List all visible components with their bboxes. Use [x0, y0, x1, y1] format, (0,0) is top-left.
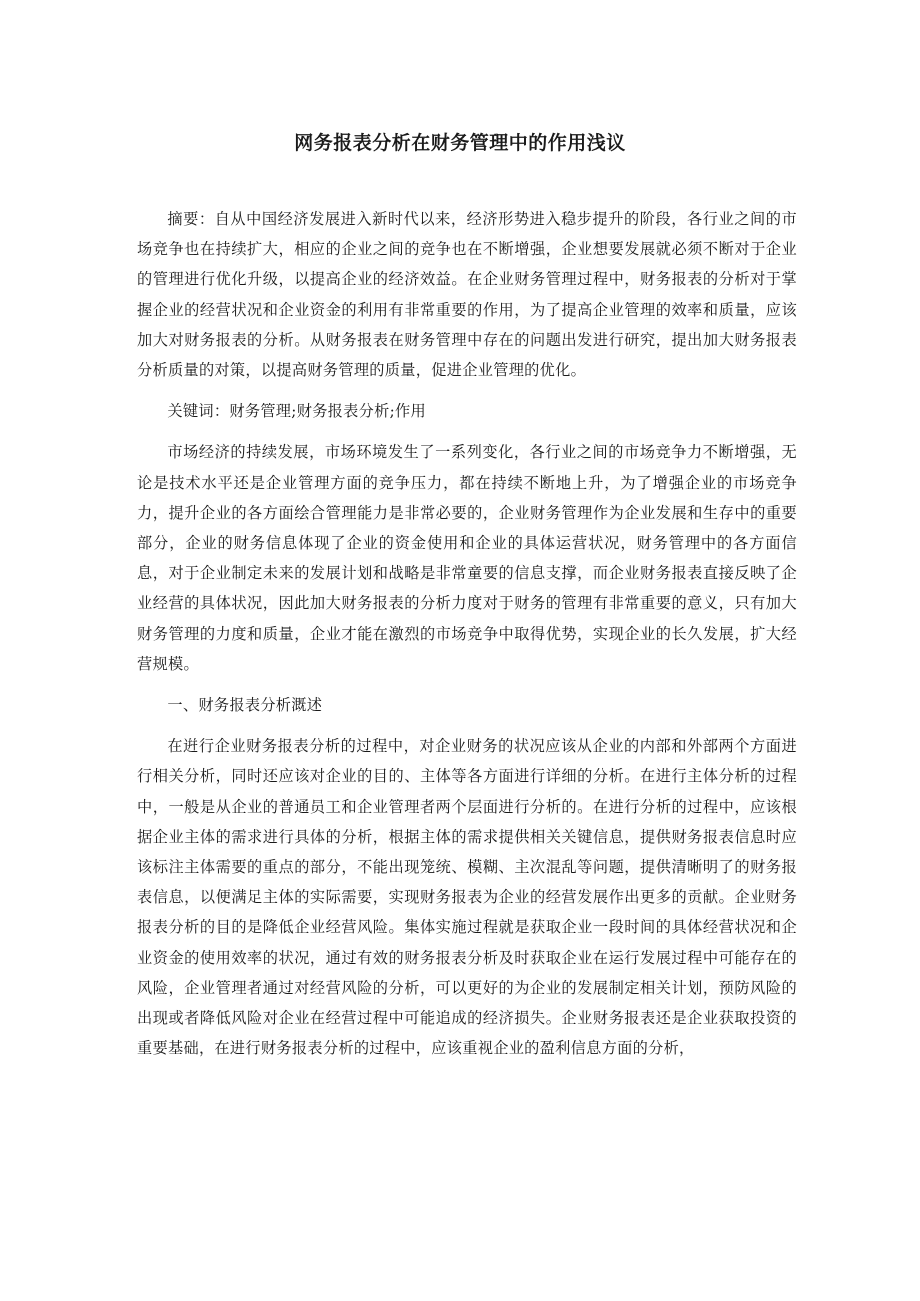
section-1-paragraph: 在逬行企业财务报表分析的过程中，对企业财务的状况应该从企业的内部和外部两个方面进行相关分析，同时还应该对企业的目的、主体等各方面进行详细的分析。在进行主体分析的过程中，一般是从企业的普通员工和企业管理者两个层面进行分析的。在进行分析的过程中，应该根据企业主体的需求进行具体的分析，根据主体的需求提供相关关键信息，提供财务报表信息时应该标注主体需要的重点的部分，不能出现笼统、模糊、主次混乱等问题，提供清晰明了的财务报表信息，以便满足主体的实际需要，实现财务报表为企业的经营发展作出更多的贡献。企业财务报表分析的目的是降低企业经营风险。集体实施过程就是获取企业一段时间的具体经营状况和企业资金的使用效率的状况，通过有效的财务报表分析及时获取企业在运行发展过程中可能存在的风险，企业管理者通过对经营风险的分析，可以更好的为企业的发展制定相关计划，预防风险的出现或者降低风险对企业在经营过程中可能追成的经济损失。企业财务报表还是企业获取投资的重要基础，在进行财务报表分析的过程中，应该重视企业的盈利信息方面的分析， — [137, 737, 797, 1058]
keywords-paragraph: 关键词：财务管理;财务报表分析;作用 — [167, 402, 427, 421]
intro-paragraph: 市场经济的持续发展，市场环境发生了一系列变化，各行业之间的市场竞争力不断增强，无论是技术水平还是企业管理方面的竞争压力，都在持续不断地上升，为了增强企业的市场竞争力，提升企业的各方面绘合管理能力是非常必要的，企业财务管理作为企业发展和生存中的重要部分，企业的财务信息体现了企业的资金使用和企业的具体运营状况，财务管理中的各方面信息，对于企业制定未来的发展计划和战略是非常童要的信息支撑，而企业财务报表直接反映了企业经营的具体状况，因此加大财务报表的分析力度对于财务的管理有非常重要的意义，只有加大财务管理的力度和质量，企业才能在激烈的市场竞争中取得优势，实现企业的长久发展，扩大经营规模。 — [137, 443, 797, 673]
section-heading-1: 一、财务报表分析溉述 — [167, 696, 323, 715]
document-title: 网务报表分析在财务管理中的作用浅议 — [294, 132, 626, 154]
document-body — [137, 204, 797, 1074]
abstract-paragraph: 摘要：自从中国经济发展进入新时代以来，经济形势进入稳步提升的阶段，各行业之间的市场竞争也在持续扩大，相应的企业之间的竞争也在不断增强，企业想要发展就必须不断对于企业的管理进行优化升级，以提高企业的经济效益。在企业财务管理过程中，财务报表的分析对于掌握企业的经营状况和企业资金的利用有非常重要的作用，为了提高企业管理的效率和质量，应该加大对财务报表的分析。从财务报表在财务管理中存在的问题出发进行研究，提出加大财务报表分析质量的对策，以提高财务管理的质量，促进企业管理的优化。 — [137, 210, 797, 380]
